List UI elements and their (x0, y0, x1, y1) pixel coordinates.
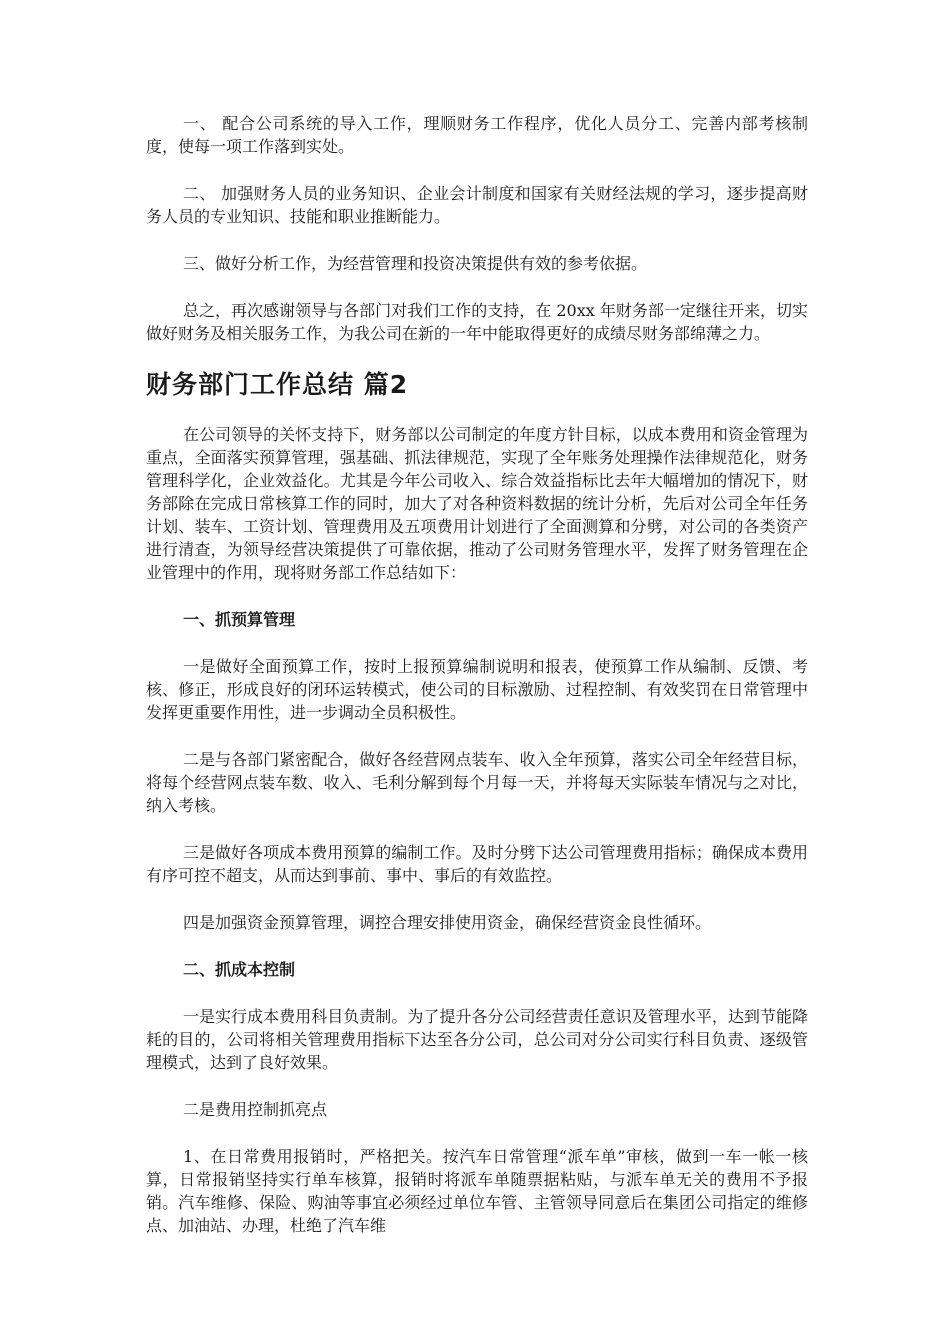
paragraph-cost-3: 1、在日常费用报销时，严格把关。按汽车日常管理“派车单”审核，做到一车一帐一核算，日常报销坚持实行单车核算，报销时将派车单随票据粘贴，与派车单无关的费用不予报销。汽车维修、保险、购油等事宜必须经过单位车管、主管领导同意后在集团公司指定的维修点、加油站、办理，杜绝了汽车维 (146, 1147, 808, 1235)
subheading-cost-control: 二、抓成本控制 (183, 960, 296, 979)
paragraph-optimize-staffing: 一、 配合公司系统的导入工作，理顺财务工作程序，优化人员分工、完善内部考核制度，使每一项工作落到实处。 (146, 114, 808, 156)
paragraph-budget-3: 三是做好各项成本费用预算的编制工作。及时分劈下达公司管理费用指标；确保成本费用有序可控不超支，从而达到事前、事中、事后的有效监控。 (146, 843, 808, 885)
paragraph-budget-2: 二是与各部门紧密配合，做好各经营网点装车、收入全年预算，落实公司全年经营目标，将每个经营网点装车数、收入、毛利分解到每个月每一天，并将每天实际装车情况与之对比，纳入考核。 (146, 750, 808, 815)
paragraph-conclusion: 总之，再次感谢领导与各部门对我们工作的支持，在 20xx 年财务部一定继往开来，切实做好财务及相关服务工作，为我公司在新的一年中能取得更好的成绩尽财务部绵薄之力。 (146, 301, 808, 343)
paragraph-budget-1: 一是做好全面预算工作，按时上报预算编制说明和报表，使预算工作从编制、反馈、考核、修正，形成良好的闭环运转模式，使公司的目标激励、过程控制、有效奖罚在日常管理中发挥更重要作用性，进一步调动全员积极性。 (146, 657, 808, 722)
paragraph-staff-training: 二、 加强财务人员的业务知识、企业会计制度和国家有关财经法规的学习，逐步提高财务人员的专业知识、技能和职业推断能力。 (146, 184, 808, 226)
paragraph-cost-2: 二是费用控制抓亮点 (183, 1100, 328, 1119)
paragraph-budget-4: 四是加强资金预算管理，调控合理安排使用资金，确保经营资金良性循环。 (183, 913, 712, 932)
subheading-budget-management: 一、抓预算管理 (183, 610, 296, 629)
paragraph-cost-1: 一是实行成本费用科目负责制。为了提升各分公司经营责任意识及管理水平，达到节能降耗的目的，公司将相关管理费用指标下达至各分公司，总公司对分公司实行科目负责、逐级管理模式，达到了良好效果。 (146, 1007, 808, 1072)
paragraph-analysis-work: 三、做好分析工作，为经营管理和投资决策提供有效的参考依据。 (183, 254, 648, 273)
paragraph-intro: 在公司领导的关怀支持下，财务部以公司制定的年度方针目标，以成本费用和资金管理为重点，全面落实预算管理，强基础、抓法律规范，实现了全年账务处理操作法律规范化，财务管理科学化，企业效益化。尤其是今年公司收入、综合效益指标比去年大幅增加的情况下，财务部除在完成日常核算工作的同时，加大了对各种资料数据的统计分析，先后对公司全年任务计划、装车、工资计划、管理费用及五项费用计划进行了全面测算和分劈，对公司的各类资产进行清查，为领导经营决策提供了可靠依据，推动了公司财务管理水平，发挥了财务管理在企业管理中的作用，现将财务部工作总结如下： (146, 425, 808, 582)
document-body (146, 112, 808, 1261)
section-heading: 财务部门工作总结 篇2 (146, 370, 409, 399)
